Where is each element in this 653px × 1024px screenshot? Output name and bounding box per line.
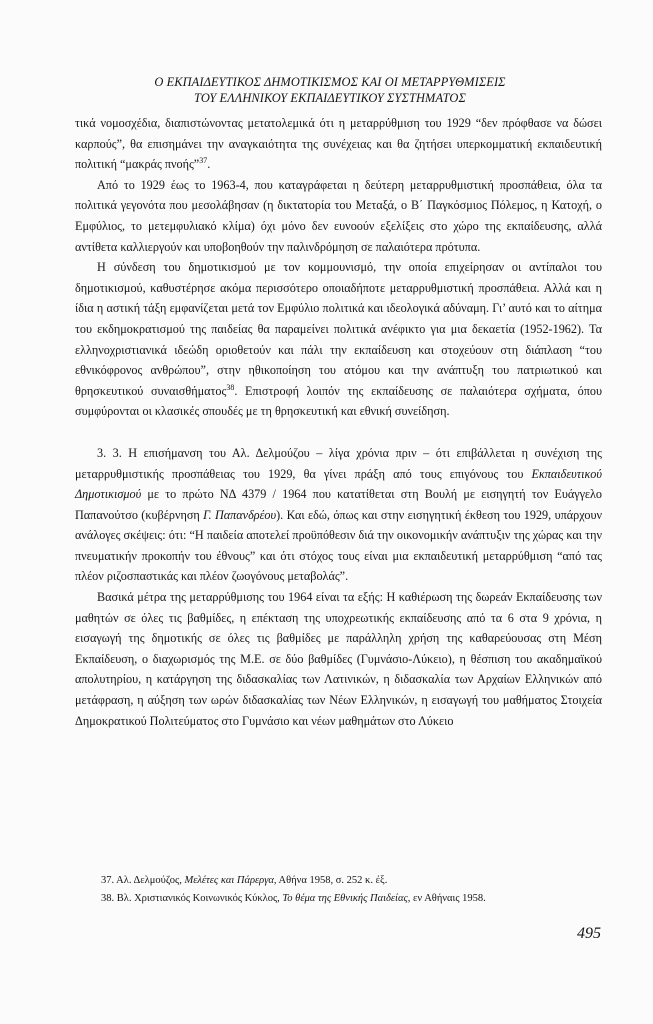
section-3-3-text-a: 3. 3. Η επισήμανση του Αλ. Δελμούζου – λίγα χρόνια πριν – ότι επιβάλλεται η συνέχιση της μεταρρυθμιστικής προσπάθειας του 1929, θα γίνει πράξη από τους επιγόνους του bbox=[75, 445, 602, 481]
footnote-38-text: 38. Βλ. Χριστιανικός Κοινωνικός Κύκλος, bbox=[101, 893, 283, 904]
section-3-3-paragraph bbox=[75, 443, 602, 587]
footnote-37-title: Μελέτες και Πάρεργα bbox=[184, 875, 274, 886]
section-3-3-text-b: με το πρώτο ΝΔ 4379 / 1964 που κατατίθεται στη Βουλή με εισηγητή τον Ευάγγελο Παπανούτσο (κυβέρνηση bbox=[75, 487, 602, 522]
footnote-ref-37: 37 bbox=[199, 156, 208, 166]
paragraph-1 bbox=[75, 113, 602, 175]
footnotes bbox=[101, 872, 601, 908]
section-3-3-italic-title: Εκπαιδευτικού Δημοτικισμού bbox=[75, 466, 602, 502]
section-3-3-italic-name: Γ. Παπανδρέου bbox=[203, 507, 277, 522]
paragraph-1-end: . bbox=[207, 157, 211, 172]
paragraph-2: Από το 1929 έως το 1963-4, που καταγράφεται η δεύτερη μεταρρυθμιστική προσπάθεια, όλα τα πολιτικά γεγονότα που μεσολάβησαν (η δικτατορία του Μεταξά, ο Β΄ Παγκόσμιος Πόλεμος, η Κατοχή, ο Εμφύλιος, το μετεμφυλιακό κλίμα) όχι μόνο δεν ευνοούν εξελίξεις στο χώρο της εκπαίδευσης, αλλά αντίθετα καλλιεργούν και υποβοηθούν την παλινδρόμηση σε παλαιότερα πρότυπα. bbox=[75, 177, 602, 254]
body-text bbox=[75, 113, 602, 731]
page-number: 495 bbox=[577, 925, 601, 942]
section-3-3-text-c: ). Και εδώ, όπως και στην εισηγητική έκθεση του 1929, υπάρχουν ανάλογες σκέψεις: ότι: “Η παιδεία αποτελεί προϋπόθεσιν διά την οικονομικήν ανάπτυξιν της χώρας και την πνευματικήν προκοπήν του έθνους” και ότι στόχος τους είναι μια εκπαιδευτική μεταρρύθμιση “από τας πλέον ριζοσπαστικάς και πλέον ζωογόνους μεταβολάς”. bbox=[75, 507, 603, 584]
paragraph-3 bbox=[75, 257, 602, 422]
footnote-38-title: Το θέμα της Εθνικής Παιδείας bbox=[282, 893, 408, 904]
paragraph-1-text: τικά νομοσχέδια, διαπιστώνοντας μετατολεμικά ότι η μεταρρύθμιση του 1929 “δεν πρόφθασε να δώσει καρπούς”, θα επισημάνει την αναγκαιότητα της συνέχειας και θα ζητήσει υπερκομματική εκπαιδευτική πολιτική “μακράς πνοής” bbox=[75, 116, 602, 172]
footnote-37-rest: , Αθήνα 1958, σ. 252 κ. έξ. bbox=[273, 875, 388, 886]
running-head-line-1: Ο ΕΚΠΑΙΔΕΥΤΙΚΟΣ ΔΗΜΟΤΙΚΙΣΜΟΣ ΚΑΙ ΟΙ ΜΕΤΑΡΡΥΘΜΙΣΕΙΣ bbox=[154, 75, 506, 89]
footnote-38 bbox=[101, 890, 601, 908]
footnote-37 bbox=[101, 872, 601, 890]
footnote-37-text: 37. Αλ. Δελμούζος, bbox=[101, 875, 185, 886]
paragraph-5: Βασικά μέτρα της μεταρρύθμισης του 1964 είναι τα εξής: Η καθιέρωση της δωρεάν Εκπαίδευσης των μαθητών σε όλες τις βαθμίδες, η επέκταση της υποχρεωτικής εκπαίδευσης από τα 6 στα 9 χρόνια, η εισαγωγή της δημοτικής σε όλες τις βαθμίδες με παράλληλη χρήση της καθαρεύουσας στη Μέση Εκπαίδευση, ο διαχωρισμός της Μ.Ε. σε δύο βαθμίδες (Γυμνάσιο-Λύκειο), η θέσπιση του ακαδημαϊκού απολυτηρίου, η κατάργηση της διδασκαλίας των Λατινικών, η διδασκαλία των Αρχαίων Ελληνικών από μετάφραση, η αύξηση των ωρών διδασκαλίας των Νέων Ελληνικών, η εισαγωγή του μαθήματος Στοιχεία Δημοκρατικού Πολιτεύματος στο Γυμνάσιο και νέων μαθημάτων στο Λύκειο bbox=[75, 590, 602, 728]
running-head-line-2: ΤΟΥ ΕΛΛΗΝΙΚΟΥ ΕΚΠΑΙΔΕΥΤΙΚΟΥ ΣΥΣΤΗΜΑΤΟΣ bbox=[194, 91, 466, 105]
paragraph-3-text: Η σύνδεση του δημοτικισμού με τον κομμουνισμό, την οποία επιχείρησαν οι αντίπαλοι του δημοτικισμού, καθυστέρησε ακόμα περισσότερο οποιαδήποτε μεταρρυθμιστική προσπάθεια. Αλλά και η ίδια η αστική τάξη εμφανίζεται μετά τον Εμφύλιο πολιτικά και ιδεολογικά αδύναμη. Γι’ αυτό και το αίτημα του εκδημοκρατισμού της παιδείας θα παραμείνει πολιτικά ανέφικτο για μια δεκαετία (1952-1962). Τα ελληνοχριστιανικά ιδεώδη οριοθετούν και πάλι την εκπαίδευση και στοχεύουν στη διάπλαση “του εθνικόφρονος ανθρώπου”, στην ηθικοποίηση του ατόμου και την ανάπτυξη του πατριωτικού και θρησκευτικού συναισθήματος bbox=[75, 260, 602, 398]
footnote-ref-38: 38 bbox=[226, 382, 235, 392]
running-head bbox=[60, 74, 600, 106]
footnote-38-rest: , εν Αθήναις 1958. bbox=[407, 893, 486, 904]
paragraph-3-end: . Επιστροφή λοιπόν της εκπαίδευσης σε παλαιότερα σχήματα, όπου συμφύρονται οι κλασικές σπουδές με τη θρησκευτική και εθνική συνείδηση. bbox=[75, 383, 602, 419]
